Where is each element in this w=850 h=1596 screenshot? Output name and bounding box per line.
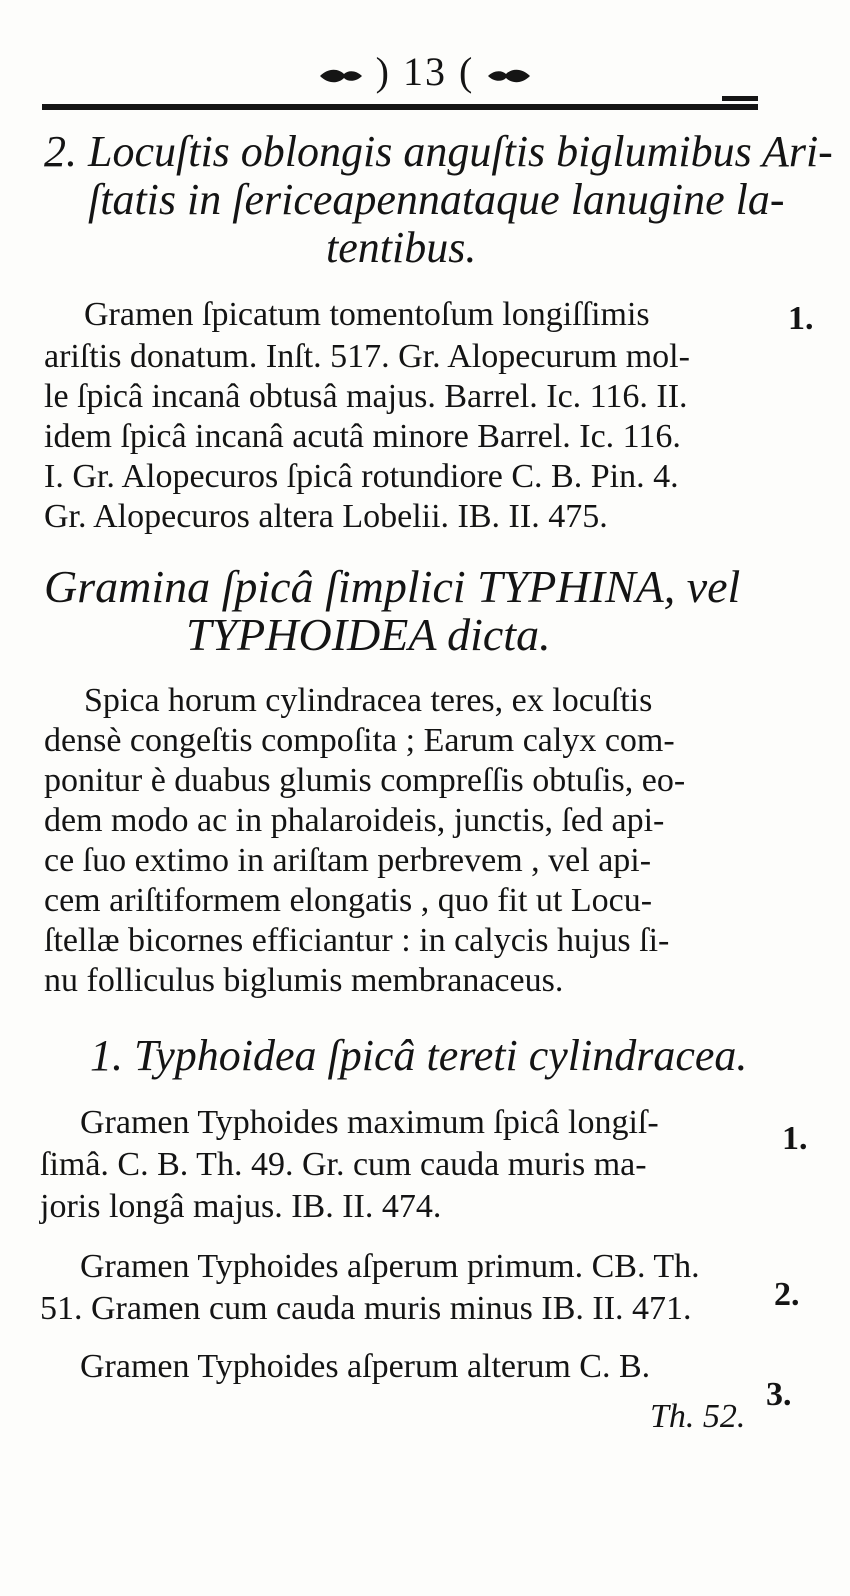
right-ornament-icon — [486, 68, 532, 84]
genus-heading-line-1: Gramina ſpicâ ſimplici TYPHINA, vel — [44, 561, 741, 612]
description-line-4: dem modo ac in phalaroideis, junctis, ſed api- — [44, 802, 665, 839]
description-line-1: Spica horum cylindracea teres, ex locuſtis — [84, 682, 653, 719]
entry-a-margin-number: 1. — [788, 300, 814, 337]
description-line-5: ce ſuo extimo in ariſtam perbrevem , vel api- — [44, 842, 652, 879]
section2-title-line-2: ſtatis in ſericeapennataque lanugine la- — [88, 175, 785, 224]
entry-a-line-1: Gramen ſpicatum tomentoſum longiſſimis — [84, 296, 650, 333]
description-line-7: ſtellæ bicornes efficiantur : in calycis hujus ſi- — [44, 922, 670, 959]
description-line-8: nu folliculus biglumis membranaceus. — [44, 962, 564, 999]
description-line-3: ponitur è duabus glumis compreſſis obtuſis, eo- — [44, 762, 686, 799]
left-ornament-icon — [318, 68, 364, 84]
entry-a-line-5: I. Gr. Alopecuros ſpicâ rotundiore C. B. Pin. 4. — [44, 458, 679, 495]
genus-heading-line-2: TYPHOIDEA dicta. — [186, 609, 551, 660]
paren-left: ) — [375, 49, 391, 94]
section2-title-line-3: tentibus. — [326, 223, 477, 272]
entry-b-line-3: joris longâ majus. IB. II. 474. — [40, 1188, 442, 1225]
header-rule — [42, 104, 758, 110]
entry-a-line-3: le ſpicâ incanâ obtusâ majus. Barrel. Ic. 116. II. — [44, 378, 688, 415]
header-rule-end — [722, 96, 758, 101]
section2-title-line-1: 2. Locuſtis oblongis anguſtis biglumibus Ari- — [44, 127, 833, 176]
entry-d-margin-number: 3. — [766, 1376, 792, 1413]
entry-a-line-4: idem ſpicâ incanâ acutâ minore Barrel. Ic. 116. — [44, 418, 681, 455]
entry-b-line-1: Gramen Typhoides maximum ſpicâ longiſ- — [80, 1104, 659, 1141]
description-line-6: cem ariſtiformem elongatis , quo fit ut Locu- — [44, 882, 653, 919]
paren-right: ( — [459, 49, 475, 94]
description-line-2: densè congeſtis compoſita ; Earum calyx com- — [44, 722, 675, 759]
entry-c-line-2: 51. Gramen cum cauda muris minus IB. II. 471. — [40, 1290, 692, 1327]
species1-title: 1. Typhoidea ſpicâ tereti cylindracea. — [90, 1031, 748, 1080]
entry-d-line-2: Th. 52. — [650, 1398, 746, 1435]
entry-c-margin-number: 2. — [774, 1276, 800, 1313]
entry-c-line-1: Gramen Typhoides aſperum primum. CB. Th. — [80, 1248, 700, 1285]
entry-b-line-2: ſimâ. C. B. Th. 49. Gr. cum cauda muris ma- — [40, 1146, 647, 1183]
entry-b-margin-number: 1. — [782, 1120, 808, 1157]
page-number: 13 — [403, 49, 447, 94]
entry-d-line-1: Gramen Typhoides aſperum alterum C. B. — [80, 1348, 651, 1385]
entry-a-line-2: ariſtis donatum. Inſt. 517. Gr. Alopecurum mol- — [44, 338, 690, 375]
running-header — [0, 48, 850, 95]
entry-a-line-6: Gr. Alopecuros altera Lobelii. IB. II. 475. — [44, 498, 608, 535]
